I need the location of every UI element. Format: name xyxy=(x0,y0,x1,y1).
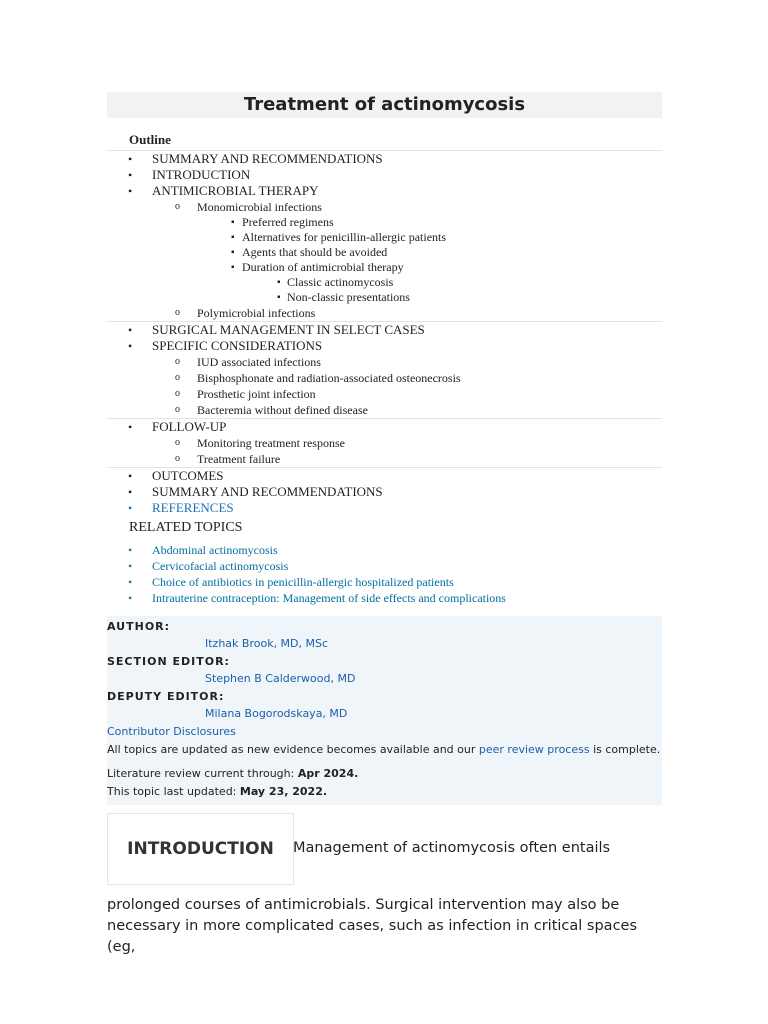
author-link[interactable]: Itzhak Brook, MD, MSc xyxy=(205,637,329,650)
outline-subsubitem[interactable]: ▪ Agents that should be avoided xyxy=(107,245,662,260)
outline-item[interactable]: • SUMMARY AND RECOMMENDATIONS xyxy=(107,151,662,167)
outline-subitem[interactable] xyxy=(107,199,662,305)
section-editor-link[interactable]: Stephen B Calderwood, MD xyxy=(205,672,356,685)
deputy-editor-label: DEPUTY EDITOR: xyxy=(107,690,225,703)
outline-heading: Outline xyxy=(129,132,171,147)
last-updated-period: . xyxy=(322,785,328,798)
author-label: AUTHOR: xyxy=(107,620,171,633)
introduction-section xyxy=(107,813,662,885)
related-topics-list xyxy=(107,542,662,606)
related-topic-link[interactable]: • Abdominal actinomycosis xyxy=(107,542,662,558)
update-text: All topics are updated as new evidence becomes available and our xyxy=(107,743,479,756)
related-topic-link[interactable]: • Intrauterine contraception: Management of side effects and complications xyxy=(107,590,662,606)
outline-level4-item[interactable]: ▪ Non-classic presentations xyxy=(107,290,662,305)
references-link[interactable]: • REFERENCES xyxy=(107,500,662,516)
introduction-body-text: prolonged courses of antimicrobials. Surgical intervention may also be necessary in more complicated cases, such as infection in critical spaces (eg, xyxy=(107,897,638,955)
outline-item-label[interactable]: SPECIFIC CONSIDERATIONS xyxy=(152,338,323,353)
peer-review-link[interactable]: peer review process xyxy=(478,743,590,756)
last-updated-label: This topic last updated: xyxy=(107,785,240,798)
outline-item[interactable] xyxy=(107,338,662,418)
outline-item-label[interactable]: FOLLOW-UP xyxy=(152,419,227,434)
last-updated-line xyxy=(107,783,662,801)
outline-subsubitem[interactable]: ▪ Preferred regimens xyxy=(107,215,662,230)
topic-page xyxy=(107,92,662,958)
outline-item[interactable] xyxy=(107,183,662,321)
page-title: Treatment of actinomycosis xyxy=(107,92,662,118)
literature-review-line xyxy=(107,765,662,783)
outline-item[interactable]: • SURGICAL MANAGEMENT IN SELECT CASES xyxy=(107,322,662,338)
introduction-heading: INTRODUCTION xyxy=(107,813,294,885)
outline-subsubitem[interactable]: ▪ Alternatives for penicillin-allergic patients xyxy=(107,230,662,245)
introduction-lead-text: Management of actinomycosis often entails xyxy=(293,840,611,856)
lit-review-period: . xyxy=(354,767,359,780)
outline xyxy=(107,130,662,606)
outline-item[interactable]: • SUMMARY AND RECOMMENDATIONS xyxy=(107,484,662,500)
outline-subitem[interactable]: o Monitoring treatment response xyxy=(107,435,662,451)
outline-subitem[interactable]: o Bacteremia without defined disease xyxy=(107,402,662,418)
last-updated-date: May 23, 2022 xyxy=(239,785,323,798)
update-notice xyxy=(107,741,662,759)
related-topics-heading: RELATED TOPICS xyxy=(129,520,243,535)
outline-subsubitem-label[interactable]: Duration of antimicrobial therapy xyxy=(242,260,404,274)
section-editor-label: SECTION EDITOR: xyxy=(107,655,230,668)
topic-metadata xyxy=(107,616,662,805)
outline-item[interactable] xyxy=(107,419,662,467)
outline-subitem-label[interactable]: Monomicrobial infections xyxy=(197,200,322,214)
outline-subitem[interactable]: o IUD associated infections xyxy=(107,354,662,370)
outline-subsubitem[interactable] xyxy=(107,260,662,305)
outline-subitem[interactable]: o Bisphosphonate and radiation-associated osteonecrosis xyxy=(107,370,662,386)
outline-subitem[interactable]: o Treatment failure xyxy=(107,451,662,467)
outline-item[interactable]: • OUTCOMES xyxy=(107,468,662,484)
outline-item[interactable]: • INTRODUCTION xyxy=(107,167,662,183)
lit-review-label: Literature review current through: xyxy=(107,767,298,780)
deputy-editor-link[interactable]: Milana Bogorodskaya, MD xyxy=(205,707,348,720)
outline-subitem[interactable]: o Polymicrobial infections xyxy=(107,305,662,321)
outline-item-label[interactable]: ANTIMICROBIAL THERAPY xyxy=(152,183,319,198)
related-topic-link[interactable]: • Choice of antibiotics in penicillin-allergic hospitalized patients xyxy=(107,574,662,590)
update-text-end: is complete. xyxy=(589,743,661,756)
lit-review-date: Apr 2024 xyxy=(297,767,355,780)
outline-subitem[interactable]: o Prosthetic joint infection xyxy=(107,386,662,402)
outline-level4-item[interactable]: ▪ Classic actinomycosis xyxy=(107,275,662,290)
contributor-disclosures-link[interactable]: Contributor Disclosures xyxy=(107,725,236,738)
related-topic-link[interactable]: • Cervicofacial actinomycosis xyxy=(107,558,662,574)
